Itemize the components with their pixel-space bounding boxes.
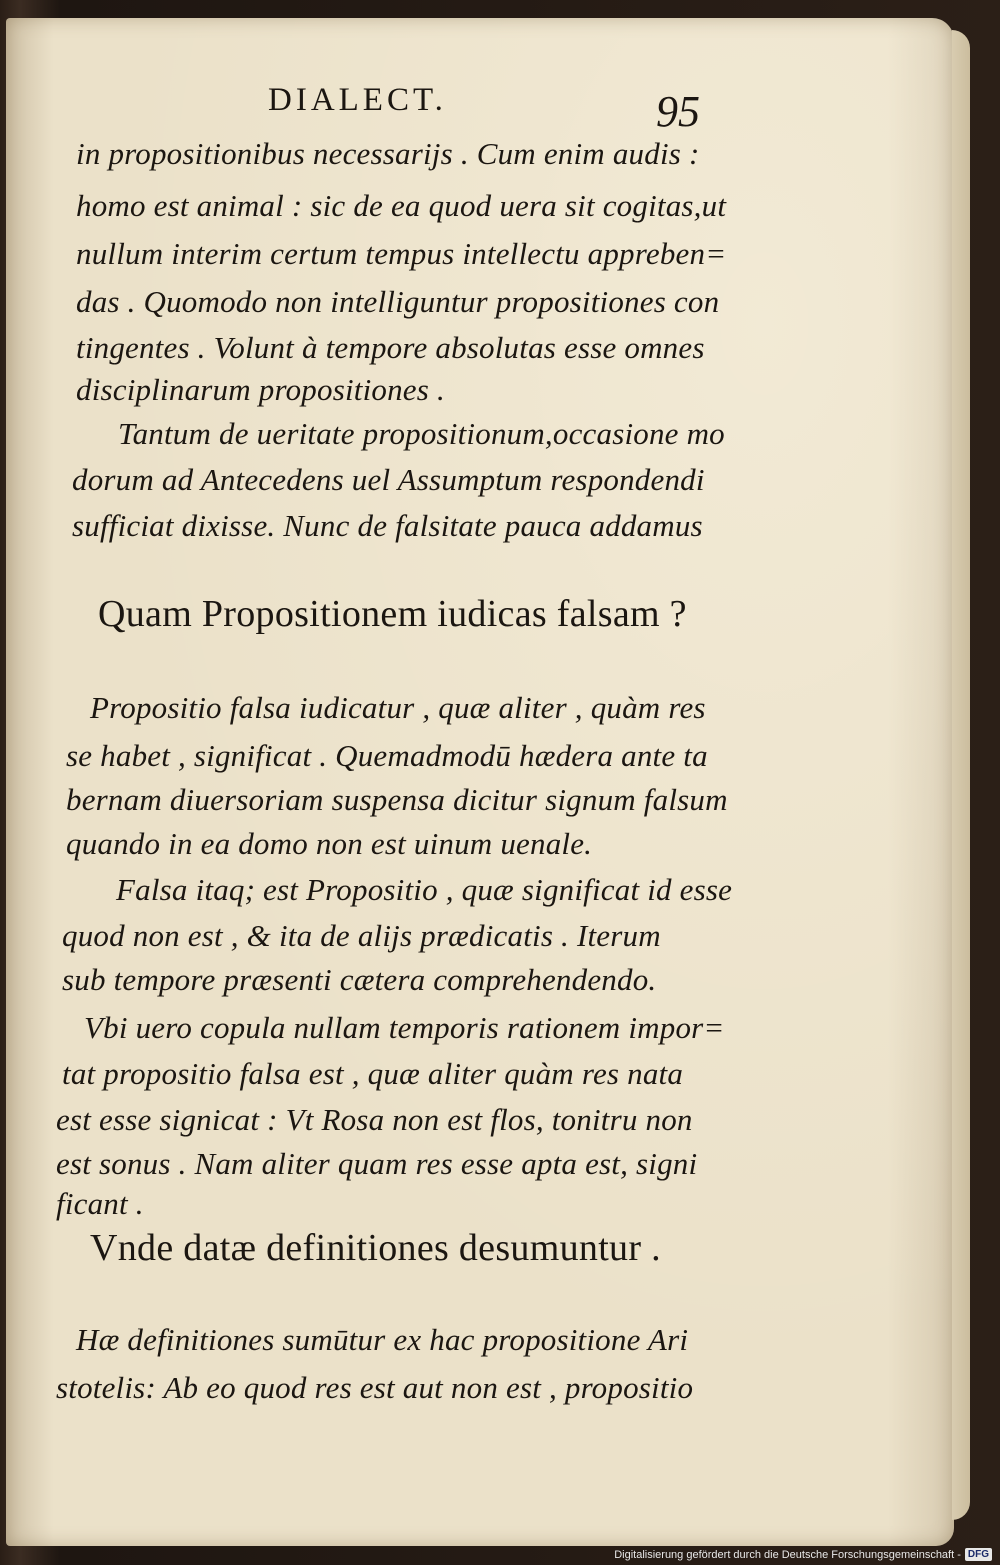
section-heading: Vnde datæ definitiones desumuntur . — [90, 1227, 661, 1269]
running-head: DIALECT. — [268, 82, 447, 118]
dfg-logo: DFG — [965, 1548, 992, 1561]
text-line: Propositio falsa iudicatur , quæ aliter , quàm res — [90, 690, 706, 725]
text-line: Hæ definitiones sumūtur ex hac propositione Ari — [76, 1322, 689, 1357]
text-line: quando in ea domo non est uinum uenale. — [66, 826, 593, 861]
text-line: disciplinarum propositiones . — [76, 372, 445, 407]
text-line: sub tempore præsenti cætera comprehendendo. — [62, 962, 657, 997]
text-line: quod non est , & ita de alijs prædicatis . Iterum — [62, 918, 661, 953]
text-line: tingentes . Volunt à tempore absolutas esse omnes — [76, 330, 705, 365]
text-line: ficant . — [56, 1186, 144, 1221]
credit-text: Digitalisierung gefördert durch die Deutsche Forschungsgemeinschaft - — [614, 1548, 961, 1561]
text-line: est sonus . Nam aliter quam res esse apta est, signi — [56, 1146, 698, 1181]
text-line: dorum ad Antecedens uel Assumptum respondendi — [72, 462, 705, 497]
text-line: Vbi uero copula nullam temporis rationem impor= — [84, 1010, 725, 1045]
page-fore-edge — [952, 30, 970, 1520]
text-line: Tantum de ueritate propositionum,occasione mo — [118, 416, 725, 451]
section-heading: Quam Propositionem iudicas falsam ? — [98, 593, 687, 635]
text-line: stotelis: Ab eo quod res est aut non est , propositio — [56, 1370, 694, 1405]
text-line: tat propositio falsa est , quæ aliter quàm res nata — [62, 1056, 684, 1091]
text-line: nullum interim certum tempus intellectu appreben= — [76, 236, 727, 271]
text-line: das . Quomodo non intelliguntur propositiones con — [76, 284, 720, 319]
text-line: bernam diuersoriam suspensa dicitur signum falsum — [66, 782, 728, 817]
digitization-credit — [614, 1548, 992, 1561]
text-line: est esse signicat : Vt Rosa non est flos, tonitru non — [56, 1102, 693, 1137]
text-line: homo est animal : sic de ea quod uera sit cogitas,ut — [76, 188, 727, 223]
text-line: Falsa itaq; est Propositio , quæ significat id esse — [116, 872, 733, 907]
text-line: in propositionibus necessarijs . Cum enim audis : — [76, 136, 700, 171]
text-line: sufficiat dixisse. Nunc de falsitate pauca addamus — [72, 508, 703, 543]
text-line: se habet , significat . Quemadmodū hædera ante ta — [66, 738, 708, 773]
page-number: 95 — [656, 87, 700, 136]
